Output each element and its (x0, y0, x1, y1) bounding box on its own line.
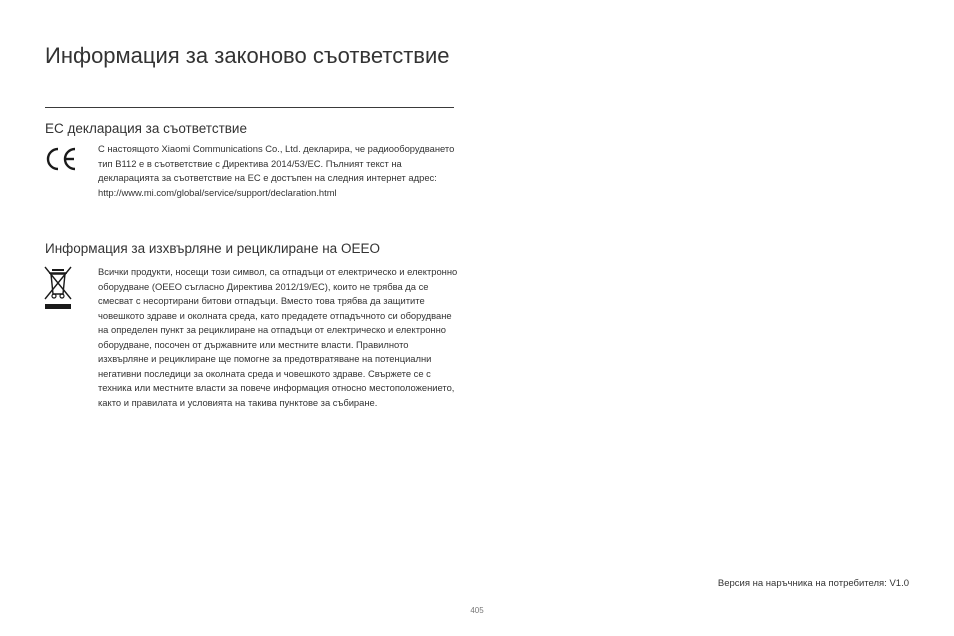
weee-section-heading: Информация за изхвърляне и рециклиране на ОЕЕО (45, 241, 380, 256)
page-number: 405 (470, 606, 484, 615)
ce-mark-icon (44, 146, 78, 172)
title-divider (45, 107, 454, 108)
weee-information-text: Всички продукти, носещи този символ, са отпадъци от електрическо и електронно оборудване (ОЕЕО съгласно Директива 2012/19/ЕС), които не трябва да се смесват с несортирани битови отпадъци. Вместо това трябва да защитите човешкото здраве и околната среда, като предадете отпадъчното си оборудване на определен пункт за рециклиране на отпадъци от електрическо и електронно оборудване, посочен от държавните или местните власти. Правилното изхвърляне и рециклиране ще помогне за предотвратяване на потенциални негативни последици за околната среда и човешкото здраве. Свържете се с техника или местните власти за повече информация относно местоположението, както и правилата и условията на такива пунктове за събиране. (98, 266, 458, 408)
user-guide-version: Версия на наръчника на потребителя: V1.0 (717, 578, 909, 589)
crossed-out-wheelie-bin-icon (43, 265, 73, 311)
ce-section-heading: ЕС декларация за съответствие (45, 121, 247, 136)
page-title: Информация за законово съответствие (45, 43, 450, 68)
ce-declaration-text: С настоящото Xiaomi Communications Co., Ltd. декларира, че радиооборудването тип B112 е в съответствие с Директива 2014/53/ЕС. Пълният текст на декларацията за съответствие на ЕС е достъпен на следния интернет адрес: http://www.mi.com/global/service/support/declaration.html (98, 143, 455, 198)
